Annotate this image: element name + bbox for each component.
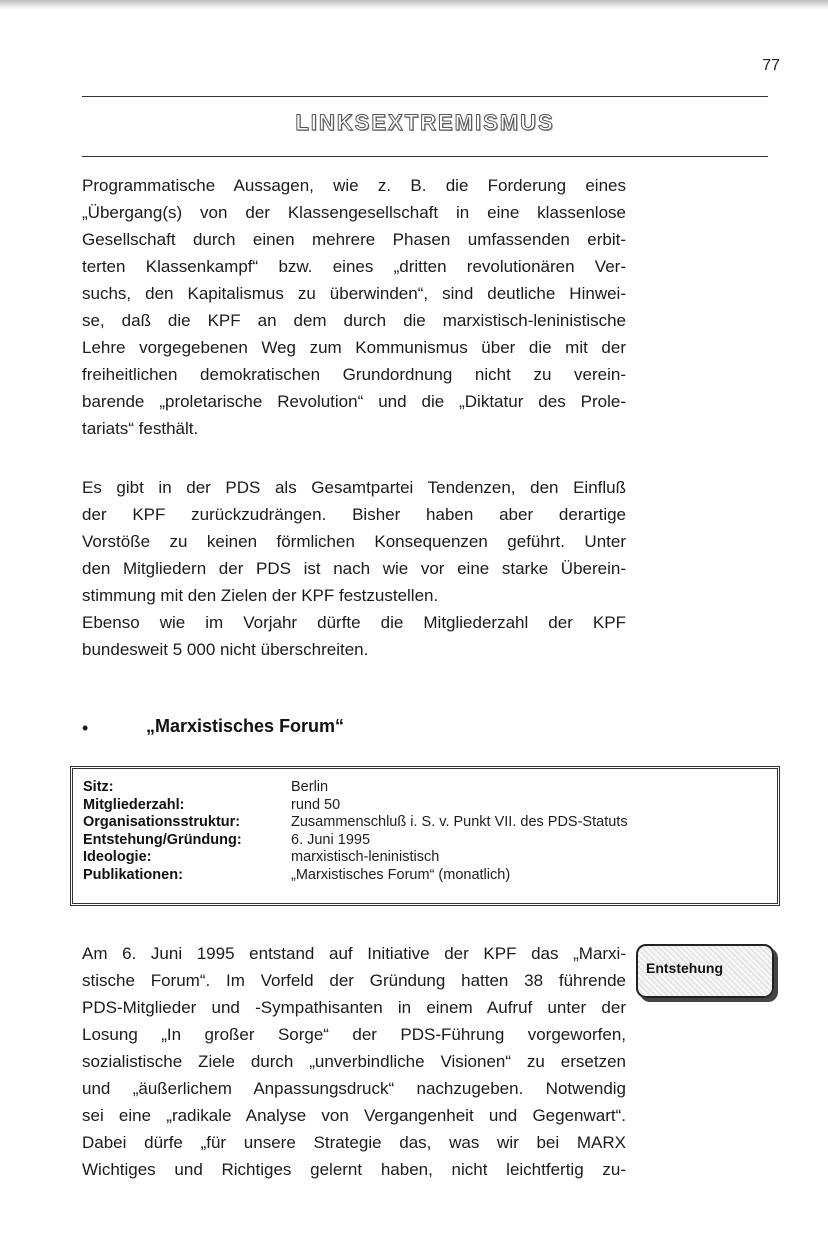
bullet-point: • bbox=[82, 718, 89, 738]
text-line: der KPF zurückzudrängen. Bisher haben aber derartige bbox=[82, 505, 626, 524]
text-line: Am 6. Juni 1995 entstand auf Initiative der KPF das „Marxi- bbox=[82, 944, 626, 963]
scan-top-edge bbox=[0, 0, 828, 9]
text-line: freiheitlichen demokratischen Grundordnung nicht zu verein- bbox=[82, 365, 626, 384]
info-value: marxistisch-leninistisch bbox=[291, 849, 440, 865]
info-label: Entstehung/Gründung: bbox=[83, 831, 242, 848]
text-line: sei eine „radikale Analyse von Vergangenheit und Gegenwart“. bbox=[82, 1106, 626, 1125]
info-row bbox=[83, 849, 767, 867]
info-row bbox=[83, 797, 767, 815]
info-value: Berlin bbox=[291, 779, 329, 795]
text-line: bundesweit 5 000 nicht überschreiten. bbox=[82, 640, 369, 659]
text-line: barende „proletarische Revolution“ und die „Diktatur des Prole- bbox=[82, 392, 626, 411]
paragraph-2 bbox=[82, 474, 626, 663]
text-line: Ebenso wie im Vorjahr dürfte die Mitgliederzahl der KPF bbox=[82, 613, 626, 632]
paragraph-3 bbox=[82, 940, 626, 1183]
info-value: „Marxistisches Forum“ (monatlich) bbox=[291, 866, 511, 883]
text-line: Dabei dürfe „für unsere Strategie das, was wir bei MARX bbox=[82, 1133, 626, 1152]
margin-tag bbox=[636, 944, 774, 998]
page-number: 77 bbox=[762, 57, 780, 74]
text-line: se, daß die KPF an dem durch die marxistisch-leninistische bbox=[82, 311, 626, 330]
text-line: PDS-Mitglieder und -Sympathisanten in einem Aufruf unter der bbox=[82, 998, 626, 1017]
text-line: stische Forum“. Im Vorfeld der Gründung hatten 38 führende bbox=[82, 971, 626, 990]
info-label: Publikationen: bbox=[83, 866, 183, 883]
text-line: Wichtiges und Richtiges gelernt haben, nicht leichtfertig zu- bbox=[82, 1160, 626, 1179]
text-line: Vorstöße zu keinen förmlichen Konsequenzen geführt. Unter bbox=[82, 532, 626, 551]
info-label: Mitgliederzahl: bbox=[83, 796, 185, 813]
header-rule-top bbox=[82, 96, 768, 97]
text-line: und „äußerlichem Anpassungsdruck“ nachzugeben. Notwendig bbox=[82, 1079, 626, 1098]
info-label: Organisationsstruktur: bbox=[83, 814, 241, 830]
text-line: den Mitgliedern der PDS ist nach wie vor eine starke Überein- bbox=[82, 559, 626, 578]
info-value: 6. Juni 1995 bbox=[291, 831, 371, 848]
info-label: Sitz: bbox=[83, 779, 114, 795]
info-label: Ideologie: bbox=[83, 849, 152, 865]
text-line: Losung „In großer Sorge“ der PDS-Führung vorgeworfen, bbox=[82, 1025, 626, 1044]
text-line: Gesellschaft durch einen mehrere Phasen umfassenden erbit- bbox=[82, 230, 626, 249]
text-line: sozialistische Ziele durch „unverbindliche Visionen“ zu ersetzen bbox=[82, 1052, 626, 1071]
running-title: LINKSEXTREMISMUS bbox=[295, 110, 555, 135]
text-line: tariats“ festhält. bbox=[82, 419, 199, 438]
header-rule-bottom bbox=[82, 156, 768, 157]
info-value: Zusammenschluß i. S. v. Punkt VII. des PDS-Statuts bbox=[291, 814, 628, 830]
info-row bbox=[83, 867, 767, 885]
text-line: stimmung mit den Zielen der KPF festzustellen. bbox=[82, 586, 439, 605]
text-line: „Übergang(s) von der Klassengesellschaft in eine klassenlose bbox=[82, 203, 626, 222]
info-row bbox=[83, 814, 767, 832]
info-value: rund 50 bbox=[291, 796, 341, 813]
text-line: terten Klassenkampf“ bzw. eines „dritten revolutionären Ver- bbox=[82, 257, 626, 276]
text-line: Programmatische Aussagen, wie z. B. die Forderung eines bbox=[82, 176, 626, 195]
text-line: suchs, den Kapitalismus zu überwinden“, sind deutliche Hinwei- bbox=[82, 284, 626, 303]
info-box bbox=[70, 766, 780, 906]
info-row bbox=[83, 779, 767, 797]
margin-tag-label: Entstehung bbox=[646, 960, 723, 976]
paragraph-1 bbox=[82, 172, 626, 442]
text-line: Es gibt in der PDS als Gesamtpartei Tendenzen, den Einfluß bbox=[82, 478, 626, 497]
text-line: Lehre vorgegebenen Weg zum Kommunismus über die mit der bbox=[82, 338, 626, 357]
info-row bbox=[83, 832, 767, 850]
section-heading: „Marxistisches Forum“ bbox=[146, 716, 345, 736]
